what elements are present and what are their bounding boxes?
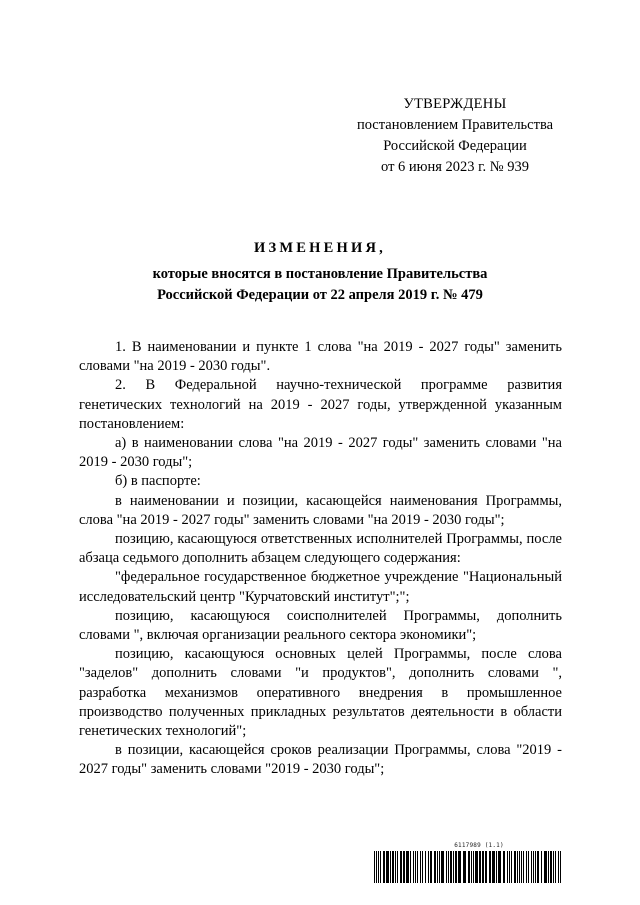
paragraph-2: 2. В Федеральной научно-технической программе развития генетических технологий на 2019 - 2027 годы, утвержденной указанным постановлением: bbox=[79, 377, 562, 432]
subtitle-line-2: Российской Федерации от 22 апреля 2019 г. № 479 bbox=[157, 287, 483, 303]
subtitle-line-1: которые вносятся в постановление Правительства bbox=[152, 266, 488, 282]
paragraph-4: б) в паспорте: bbox=[115, 473, 201, 490]
approval-line-2: постановлением Правительства bbox=[356, 117, 554, 133]
document-barcode bbox=[374, 842, 564, 883]
approval-heading: УТВЕРЖДЕНЫ bbox=[403, 96, 507, 112]
document-body bbox=[79, 338, 562, 780]
paragraph-3: а) в наименовании слова "на 2019 - 2027 годы" заменить словами "на 2019 - 2030 годы"; bbox=[79, 435, 562, 471]
paragraph-5: в наименовании и позиции, касающейся наименования Программы, слова "на 2019 - 2027 годы" заменить словами "на 2019 - 2030 годы"; bbox=[79, 492, 562, 528]
barcode-icon bbox=[374, 851, 564, 883]
paragraph-8: позицию, касающуюся соисполнителей Программы, дополнить словами ", включая организации реального сектора экономики"; bbox=[79, 607, 562, 644]
document-subtitle bbox=[0, 264, 640, 306]
approval-line-3: Российской Федерации bbox=[383, 138, 527, 154]
paragraph-10: в позиции, касающейся сроков реализации Программы, слова "2019 - 2027 годы" заменить словами "2019 - 2030 годы"; bbox=[79, 742, 562, 778]
paragraph-6: позицию, касающуюся ответственных исполнителей Программы, после абзаца седьмого дополнить абзацем следующего содержания: bbox=[79, 531, 562, 567]
paragraph-1: 1. В наименовании и пункте 1 слова "на 2019 - 2027 годы" заменить словами "на 2019 - 2030 годы". bbox=[79, 339, 562, 375]
paragraph-7: "федеральное государственное бюджетное учреждение "Национальный исследовательский центр "Курчатовский институт";"; bbox=[79, 569, 562, 605]
document-title: ИЗМЕНЕНИЯ, bbox=[254, 240, 386, 256]
approval-line-4: от 6 июня 2023 г. № 939 bbox=[381, 159, 529, 175]
barcode-caption: 6117989 (1.1) bbox=[454, 842, 504, 849]
approval-stamp bbox=[330, 94, 580, 178]
paragraph-9: позицию, касающуюся основных целей Программы, после слова "заделов" дополнить словами "и продуктов", дополнить словами ", разработка механизмов оперативного внедрения в промышленное производство полученных прикладных результатов деятельности в области генетических технологий"; bbox=[79, 646, 562, 740]
